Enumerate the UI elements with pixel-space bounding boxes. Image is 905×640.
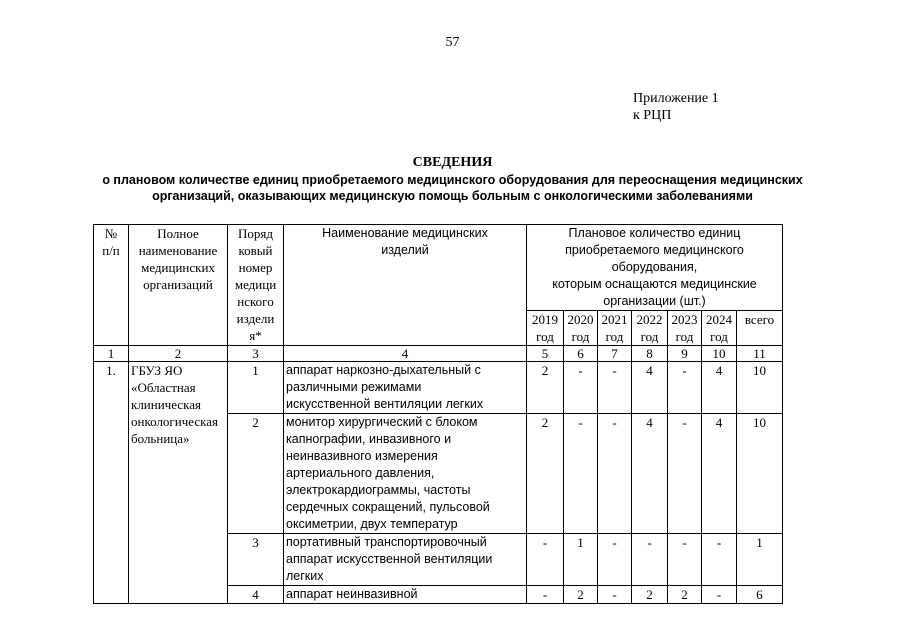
column-number: 2 — [129, 346, 228, 362]
cell-line: № — [104, 226, 118, 241]
total-cell: 10 — [737, 362, 783, 414]
cell-line: год — [640, 329, 659, 344]
cell-line: изделий — [381, 243, 429, 257]
header-year — [564, 311, 598, 346]
header-order — [228, 225, 284, 346]
cell-line: которым оснащаются медицинские — [552, 277, 757, 291]
value-cell: - — [564, 414, 598, 534]
cell-line: издели — [236, 311, 275, 326]
cell-line: аппарат искусственной вентиляции — [286, 552, 493, 566]
value-cell: 4 — [632, 362, 668, 414]
cell-line: медици — [234, 277, 277, 292]
item-name — [284, 414, 527, 534]
header-total — [737, 311, 783, 346]
cell-line: Полное — [157, 226, 199, 241]
value-cell: - — [598, 362, 632, 414]
cell-line: артериального давления, — [286, 466, 435, 480]
cell-line: Поряд — [238, 226, 273, 241]
value-cell: - — [527, 534, 564, 586]
value-cell: - — [598, 414, 632, 534]
cell-line: 2022 — [636, 312, 663, 327]
title-line-3: организаций, оказывающих медицинскую помощь больным с онкологическими заболеваниями — [152, 189, 753, 203]
value-cell: 2 — [527, 362, 564, 414]
header-organization — [129, 225, 228, 346]
header-item-name — [284, 225, 527, 346]
cell-line: 2024 — [706, 312, 732, 327]
value-cell: 2 — [527, 414, 564, 534]
column-number: 10 — [702, 346, 737, 362]
value-cell: 2 — [632, 586, 668, 604]
cell-line: год — [536, 329, 554, 344]
cell-line: наименование — [138, 243, 218, 258]
column-number: 9 — [668, 346, 702, 362]
org-number: 1. — [94, 362, 129, 604]
cell-line: больница» — [131, 431, 190, 446]
table-row — [94, 362, 783, 414]
value-cell: 4 — [702, 362, 737, 414]
value-cell: 4 — [632, 414, 668, 534]
item-order: 4 — [228, 586, 284, 604]
document-title — [80, 154, 825, 204]
total-cell: 1 — [737, 534, 783, 586]
cell-line: неинвазивного измерения — [286, 449, 438, 463]
value-cell: 2 — [668, 586, 702, 604]
item-order: 1 — [228, 362, 284, 414]
value-cell: - — [598, 534, 632, 586]
value-cell: - — [702, 586, 737, 604]
item-order: 2 — [228, 414, 284, 534]
value-cell: 1 — [564, 534, 598, 586]
cell-line: ковый — [238, 243, 273, 258]
title-line-2: о плановом количестве единиц приобретаемого медицинского оборудования для переоснащения медицинских — [102, 173, 803, 187]
equipment-table — [93, 224, 783, 604]
cell-line: легких — [286, 569, 324, 583]
cell-line: организации (шт.) — [603, 294, 706, 308]
title-line-1: СВЕДЕНИЯ — [412, 155, 493, 170]
column-number: 5 — [527, 346, 564, 362]
header-year — [632, 311, 668, 346]
cell-line: 2021 — [601, 312, 628, 327]
header-year — [702, 311, 737, 346]
cell-line: медицинских — [141, 260, 215, 275]
cell-line: капнографии, инвазивного и — [286, 432, 452, 446]
cell-line: год — [675, 329, 694, 344]
cell-line: год — [710, 329, 728, 344]
cell-line: оборудования, — [611, 260, 698, 274]
cell-line: Плановое количество единиц — [568, 226, 741, 240]
cell-line: приобретаемого медицинского — [565, 243, 744, 257]
header-num — [94, 225, 129, 346]
total-cell: 10 — [737, 414, 783, 534]
cell-line: электрокардиограммы, частоты — [286, 483, 471, 497]
total-cell: 6 — [737, 586, 783, 604]
cell-line: аппарат неинвазивной — [286, 587, 418, 601]
header-planned-quantity — [527, 225, 783, 311]
cell-line: организаций — [143, 277, 213, 292]
cell-line: номер — [238, 260, 273, 275]
value-cell: 4 — [702, 414, 737, 534]
cell-line: портативный транспортировочный — [286, 535, 487, 549]
item-name — [284, 586, 527, 604]
value-cell: - — [668, 534, 702, 586]
cell-line: ГБУЗ ЯО — [131, 363, 183, 378]
cell-line: монитор хирургический с блоком — [286, 415, 478, 429]
value-cell: - — [527, 586, 564, 604]
appendix-line-2: к РЦП — [633, 108, 672, 123]
cell-line: 2020 — [567, 312, 594, 327]
header-year — [598, 311, 632, 346]
value-cell: - — [598, 586, 632, 604]
column-number: 3 — [228, 346, 284, 362]
cell-line: п/п — [102, 243, 120, 258]
value-cell: - — [632, 534, 668, 586]
cell-line: я* — [249, 328, 262, 343]
column-number: 1 — [94, 346, 129, 362]
value-cell: - — [564, 362, 598, 414]
cell-line: всего — [744, 312, 775, 327]
cell-line: Наименование медицинских — [322, 226, 488, 240]
column-number: 7 — [598, 346, 632, 362]
cell-line: онкологическая — [131, 414, 218, 429]
item-name — [284, 534, 527, 586]
page-number: 57 — [445, 35, 460, 50]
cell-line: клиническая — [131, 397, 201, 412]
value-cell: - — [668, 362, 702, 414]
column-number: 6 — [564, 346, 598, 362]
item-name — [284, 362, 527, 414]
cell-line: «Областная — [131, 380, 196, 395]
cell-line: оксиметрии, двух температур — [286, 517, 458, 531]
cell-line: различными режимами — [286, 380, 422, 394]
column-number: 4 — [284, 346, 527, 362]
cell-line: год — [605, 329, 624, 344]
cell-line: 2019 — [532, 312, 558, 327]
value-cell: - — [702, 534, 737, 586]
org-name — [129, 362, 228, 604]
value-cell: 2 — [564, 586, 598, 604]
appendix-label — [633, 90, 719, 124]
column-number: 8 — [632, 346, 668, 362]
column-numbers-row — [94, 346, 783, 362]
cell-line: искусственной вентиляции легких — [286, 397, 484, 411]
appendix-line-1: Приложение 1 — [633, 91, 719, 106]
value-cell: - — [668, 414, 702, 534]
cell-line: год — [571, 329, 590, 344]
column-number: 11 — [737, 346, 783, 362]
item-order: 3 — [228, 534, 284, 586]
header-row — [94, 225, 783, 311]
cell-line: аппарат наркозно-дыхательный с — [286, 363, 481, 377]
cell-line: нского — [237, 294, 274, 309]
header-year — [527, 311, 564, 346]
cell-line: 2023 — [671, 312, 698, 327]
cell-line: сердечных сокращений, пульсовой — [286, 500, 490, 514]
header-year — [668, 311, 702, 346]
